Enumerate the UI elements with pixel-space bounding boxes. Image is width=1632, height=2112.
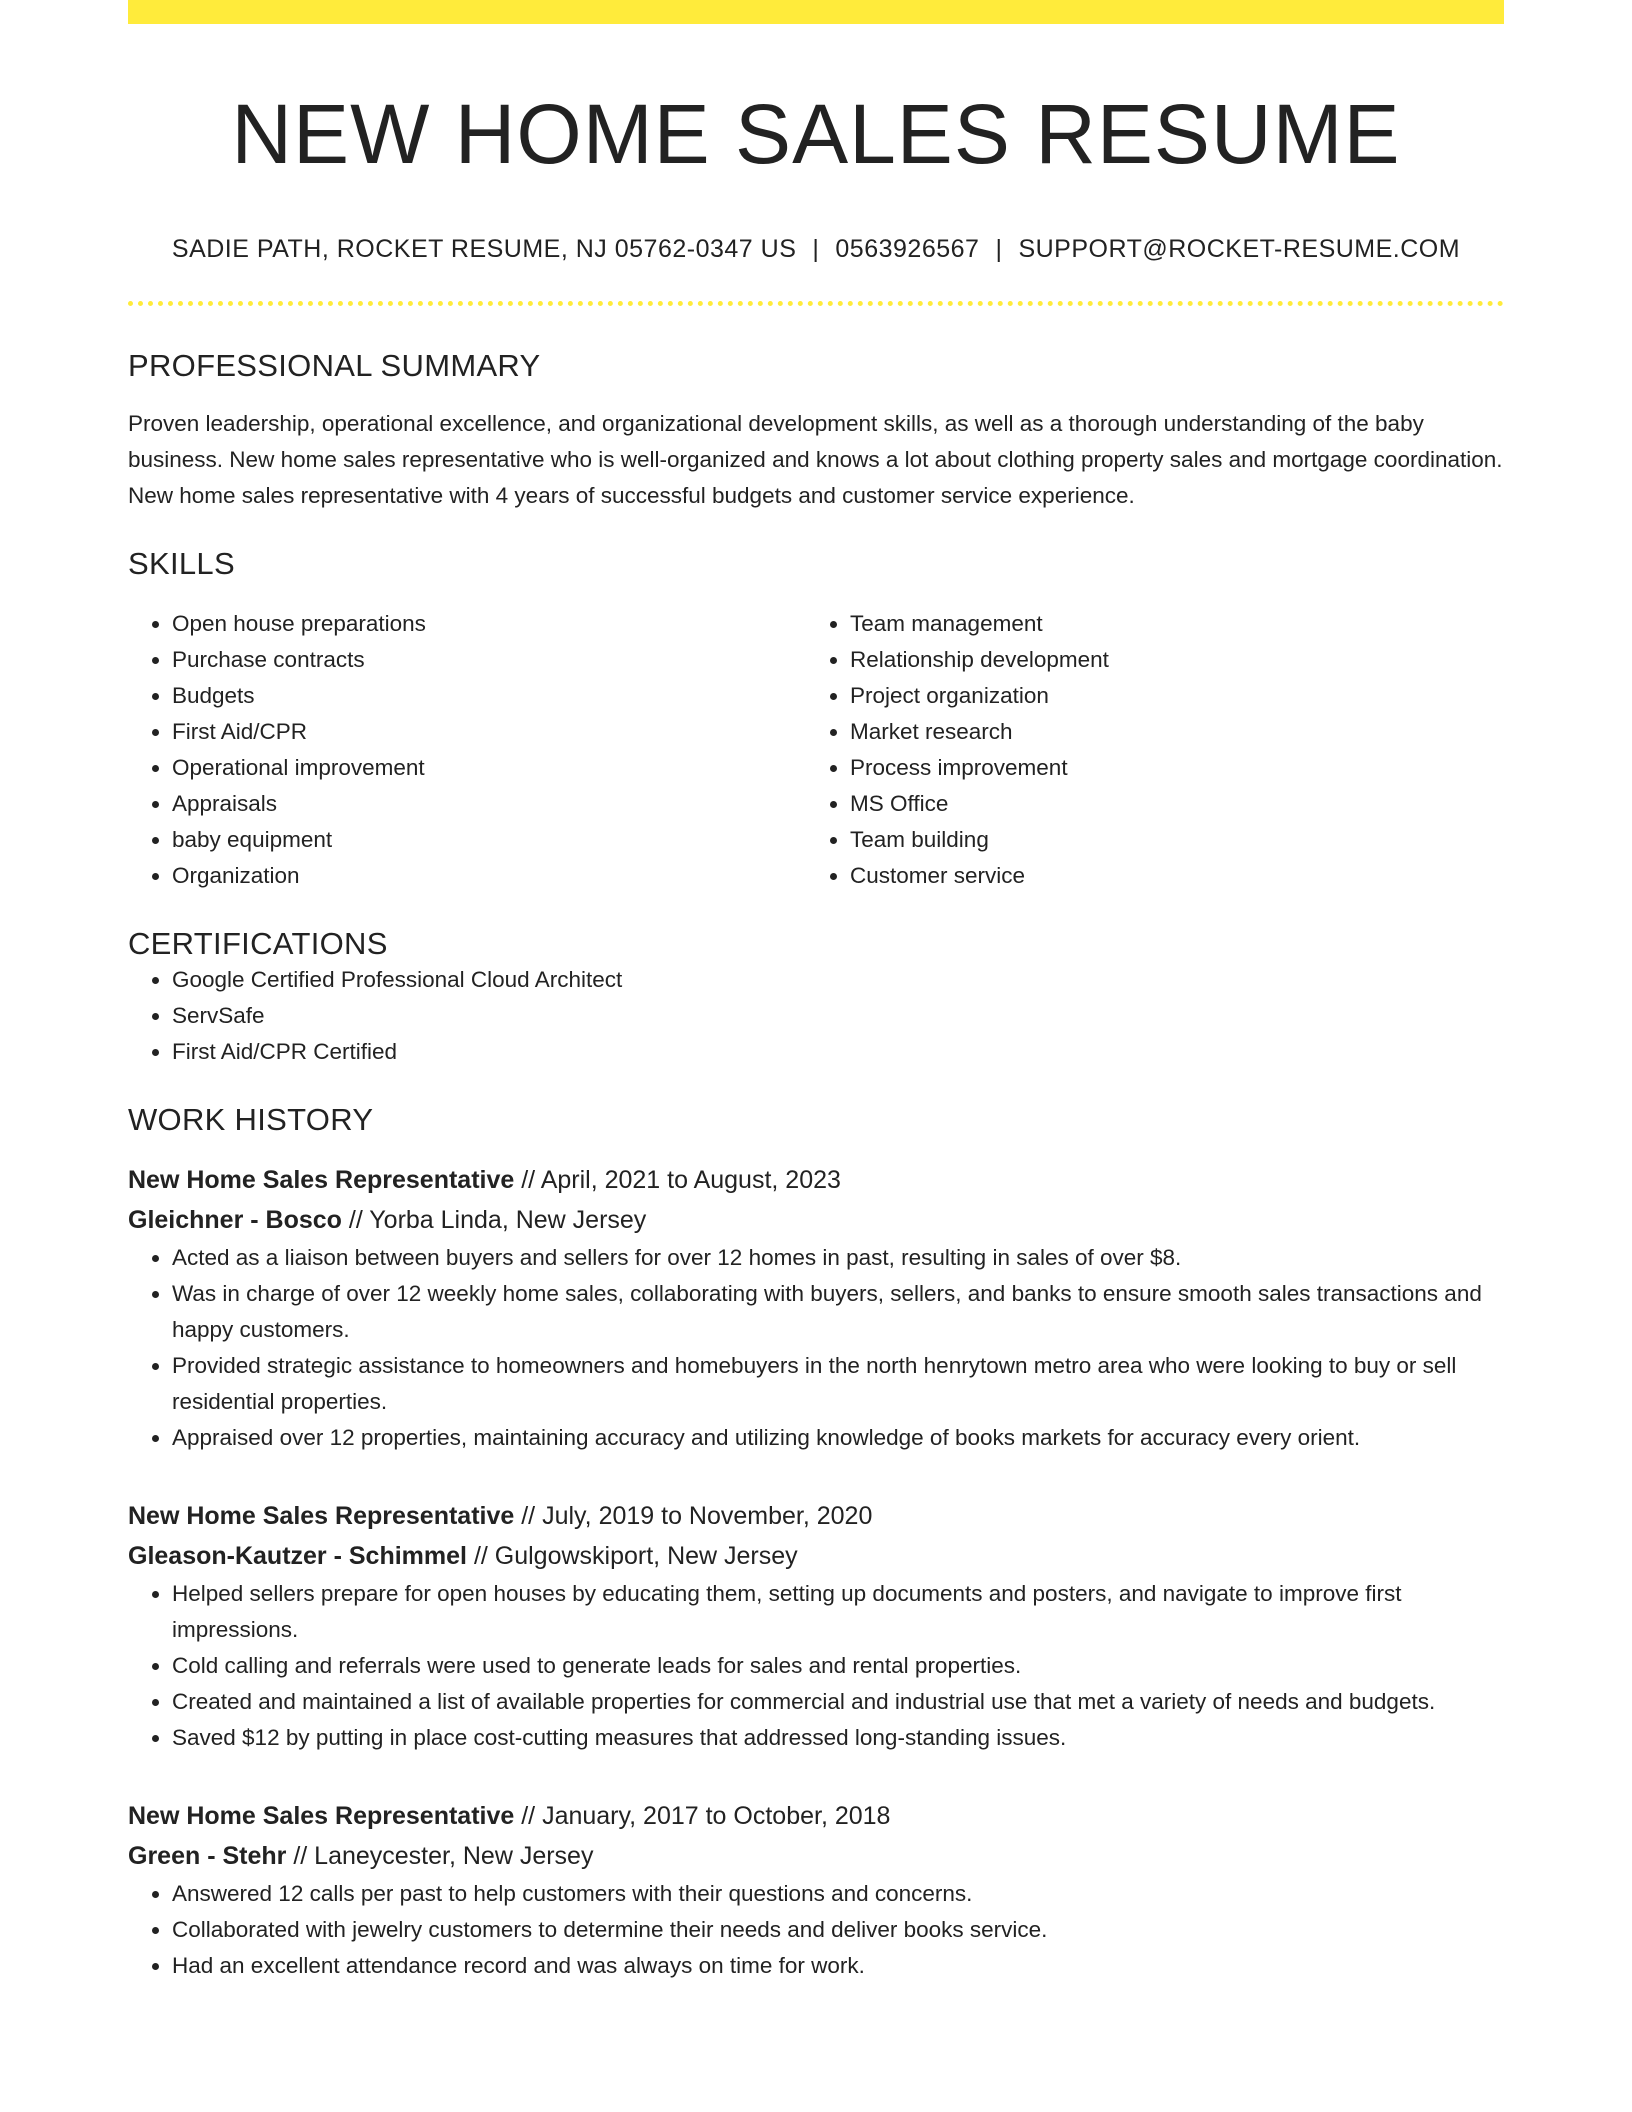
job-title: New Home Sales Representative: [128, 1501, 515, 1530]
job-bullet: • Cold calling and referrals were used to generate leads for sales and rental properties.: [172, 1648, 1504, 1684]
job-bullet: • Helped sellers prepare for open houses by educating them, setting up documents and posters, and navigate to improve first impressions.: [172, 1576, 1504, 1648]
skill-item: • Team building: [850, 822, 1484, 858]
job-bullets: [128, 1876, 1504, 1984]
skill-item: • Operational improvement: [172, 750, 806, 786]
job-bullet: • Created and maintained a list of available properties for commercial and industrial use that met a variety of needs and budgets.: [172, 1684, 1504, 1720]
job-entry: [128, 1160, 1504, 1456]
work-history-heading: WORK HISTORY: [128, 1101, 374, 1137]
skill-item: • Purchase contracts: [172, 642, 806, 678]
job-title: New Home Sales Representative: [128, 1801, 515, 1830]
certification-item: • Google Certified Professional Cloud Architect: [172, 962, 1504, 998]
skill-item: • Customer service: [850, 858, 1484, 894]
job-title: New Home Sales Representative: [128, 1165, 515, 1194]
skills-grid: [128, 606, 1504, 894]
resume-page: [128, 0, 1504, 1984]
summary-text: Proven leadership, operational excellence, and organizational development skills, as well as a thorough understanding of the baby business. New home sales representative who is well-organized and knows a lot about clothing property sales and mortgage coordination. New home sales representative with 4 years of successful budgets and customer service experience.: [128, 410, 1503, 508]
skill-item: • Appraisals: [172, 786, 806, 822]
skill-item: • Open house preparations: [172, 606, 806, 642]
job-company-line: [128, 1200, 1504, 1240]
skills-heading: SKILLS: [128, 545, 235, 581]
resume-title: NEW HOME SALES RESUME: [231, 87, 1401, 181]
job-bullets: [128, 1576, 1504, 1756]
certifications-heading: CERTIFICATIONS: [128, 925, 388, 961]
job-bullet: • Provided strategic assistance to homeowners and homebuyers in the north henrytown metro area who were looking to buy or sell residential properties.: [172, 1348, 1504, 1420]
contact-address: SADIE PATH, ROCKET RESUME, NJ 05762-0347 US: [171, 234, 797, 263]
job-bullet: • Appraised over 12 properties, maintaining accuracy and utilizing knowledge of books markets for accuracy every orient.: [172, 1420, 1504, 1456]
certifications-list: [128, 962, 1504, 1070]
job-bullets: [128, 1240, 1504, 1456]
job-entry: [128, 1796, 1504, 1984]
skills-column-left: [128, 606, 806, 894]
skill-item: • Project organization: [850, 678, 1484, 714]
job-bullet: • Answered 12 calls per past to help customers with their questions and concerns.: [172, 1876, 1504, 1912]
job-entry: [128, 1496, 1504, 1756]
skill-item: • MS Office: [850, 786, 1484, 822]
dotted-divider: [128, 301, 1504, 306]
job-bullet: • Acted as a liaison between buyers and sellers for over 12 homes in past, resulting in sales of over $8.: [172, 1240, 1504, 1276]
job-company-line: [128, 1836, 1504, 1876]
job-bullet: • Was in charge of over 12 weekly home sales, collaborating with buyers, sellers, and banks to ensure smooth sales transactions and happy customers.: [172, 1276, 1504, 1348]
skills-column-right: [806, 606, 1484, 894]
job-title-line: [128, 1160, 1504, 1200]
skill-item: • Budgets: [172, 678, 806, 714]
accent-top-bar: [128, 0, 1504, 24]
contact-separator: |: [995, 234, 1003, 263]
skill-item: • Relationship development: [850, 642, 1484, 678]
job-company: Gleason-Kautzer - Schimmel: [128, 1541, 467, 1570]
job-bullet: • Saved $12 by putting in place cost-cutting measures that addressed long-standing issues.: [172, 1720, 1504, 1756]
skill-item: • Process improvement: [850, 750, 1484, 786]
job-bullet: • Had an excellent attendance record and was always on time for work.: [172, 1948, 1504, 1984]
job-company: Green - Stehr: [128, 1841, 287, 1870]
skill-item: • baby equipment: [172, 822, 806, 858]
skill-item: • Market research: [850, 714, 1484, 750]
skill-item: • Team management: [850, 606, 1484, 642]
contact-email[interactable]: SUPPORT@ROCKET-RESUME.COM: [1018, 234, 1461, 263]
contact-phone[interactable]: 0563926567: [835, 234, 980, 263]
job-dates: // April, 2021 to August, 2023: [521, 1165, 841, 1194]
contact-line: [128, 235, 1504, 264]
work-history-list: [128, 1160, 1504, 1984]
job-location: // Laneycester, New Jersey: [293, 1841, 594, 1870]
summary-heading: PROFESSIONAL SUMMARY: [128, 347, 541, 383]
job-dates: // July, 2019 to November, 2020: [521, 1501, 873, 1530]
job-company: Gleichner - Bosco: [128, 1205, 342, 1234]
job-dates: // January, 2017 to October, 2018: [521, 1801, 891, 1830]
job-title-line: [128, 1496, 1504, 1536]
certification-item: • First Aid/CPR Certified: [172, 1034, 1504, 1070]
job-company-line: [128, 1536, 1504, 1576]
skill-item: • First Aid/CPR: [172, 714, 806, 750]
job-location: // Yorba Linda, New Jersey: [348, 1205, 647, 1234]
job-location: // Gulgowskiport, New Jersey: [473, 1541, 798, 1570]
certification-item: • ServSafe: [172, 998, 1504, 1034]
contact-separator: |: [812, 234, 820, 263]
job-bullet: • Collaborated with jewelry customers to determine their needs and deliver books service.: [172, 1912, 1504, 1948]
skill-item: • Organization: [172, 858, 806, 894]
job-title-line: [128, 1796, 1504, 1836]
